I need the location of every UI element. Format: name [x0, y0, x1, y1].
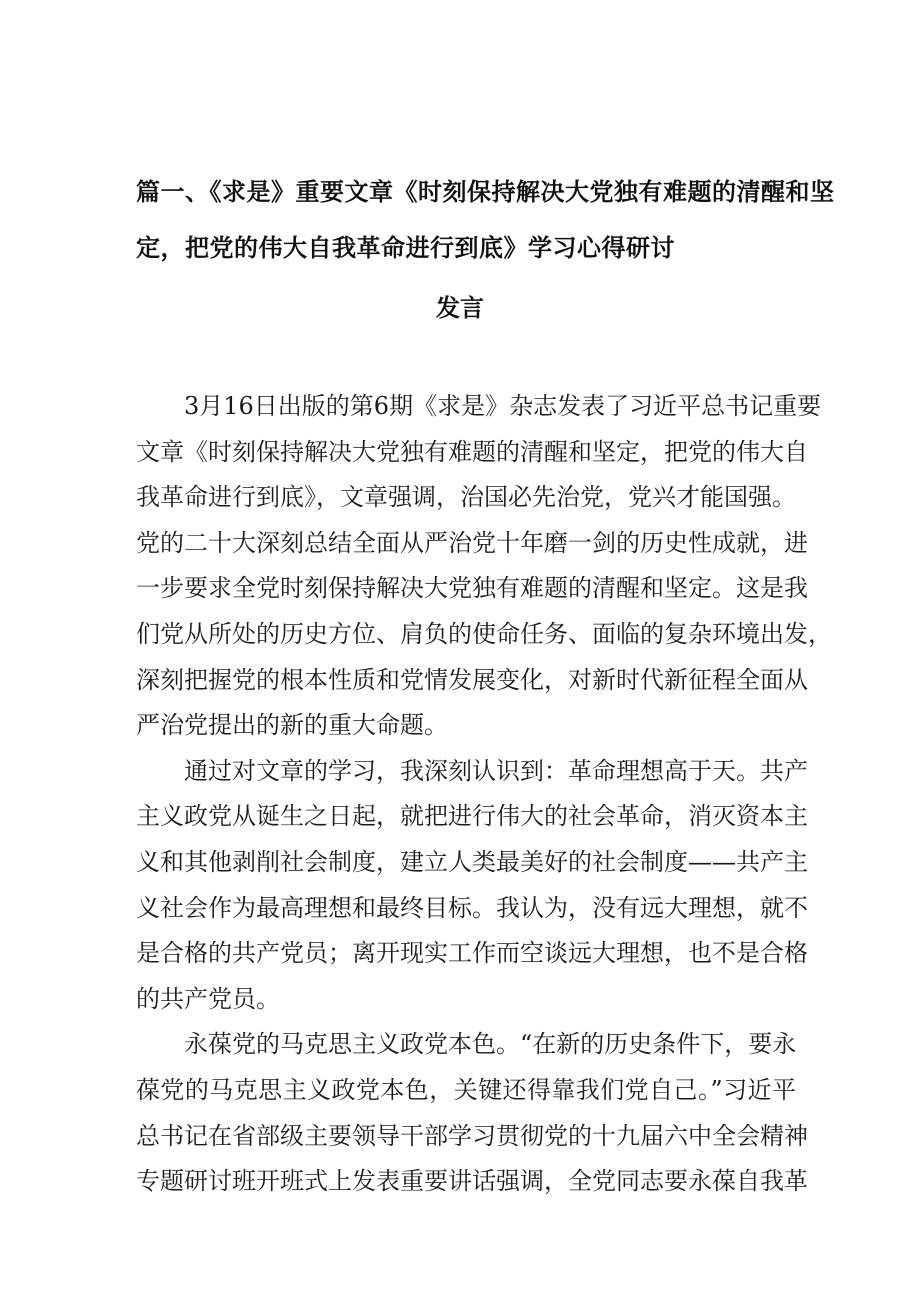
paragraph-line: 的共产党员。: [136, 984, 280, 1013]
title-line-1: 篇一、《求是》重要文章《时刻保持解决大党独有难题的清醒和坚: [136, 178, 835, 206]
paragraph-line: 是合格的共产党员；离开现实工作而空谈远大理想，也不是合格: [136, 939, 808, 968]
paragraph-line: 们党从所处的历史方位、肩负的使命任务、面临的复杂环境出发，: [136, 619, 832, 648]
paragraph-1: [136, 384, 832, 749]
paragraph-line: 文章《时刻保持解决大党独有难题的清醒和坚定，把党的伟大自: [136, 437, 808, 466]
paragraph-3: [136, 1022, 808, 1204]
title-line-2: 定，把党的伟大自我革命进行到底》学习心得研讨: [136, 234, 675, 262]
paragraph-line: 总书记在省部级主要领导干部学习贯彻党的十九届六中全会精神: [136, 1121, 808, 1150]
paragraph-line: 专题研讨班开班式上发表重要讲话强调，全党同志要永葆自我革: [136, 1167, 808, 1196]
title-line-3: 发言: [436, 294, 484, 322]
paragraph-line: 严治党提出的新的重大命题。: [136, 711, 448, 740]
paragraph-line: 永葆党的马克思主义政党本色。“在新的历史条件下，要永: [184, 1030, 797, 1059]
paragraph-line: 义社会作为最高理想和最终目标。我认为，没有远大理想，就不: [136, 893, 808, 922]
paragraph-line: 3月16日出版的第6期《求是》杂志发表了习近平总书记重要: [184, 392, 822, 420]
paragraph-line: 主义政党从诞生之日起，就把进行伟大的社会革命，消灭资本主: [136, 802, 808, 831]
paragraph-line: 葆党的马克思主义政党本色，关键还得靠我们党自己。”习近平: [136, 1075, 796, 1104]
paragraph-line: 我革命进行到底》，文章强调，治国必先治党，党兴才能国强。: [136, 483, 796, 512]
paragraph-line: 一步要求全党时刻保持解决大党独有难题的清醒和坚定。这是我: [136, 574, 808, 603]
paragraph-line: 深刻把握党的根本性质和党情发展变化，对新时代新征程全面从: [136, 665, 808, 694]
document-body: [136, 384, 832, 1205]
paragraph-line: 党的二十大深刻总结全面从严治党十年磨一剑的历史性成就，进: [136, 528, 808, 557]
paragraph-2: [136, 749, 808, 1023]
paragraph-line: 通过对文章的学习，我深刻认识到：革命理想高于天。共产: [184, 756, 808, 785]
paragraph-line: 义和其他剥削社会制度，建立人类最美好的社会制度——共产主: [136, 847, 808, 876]
